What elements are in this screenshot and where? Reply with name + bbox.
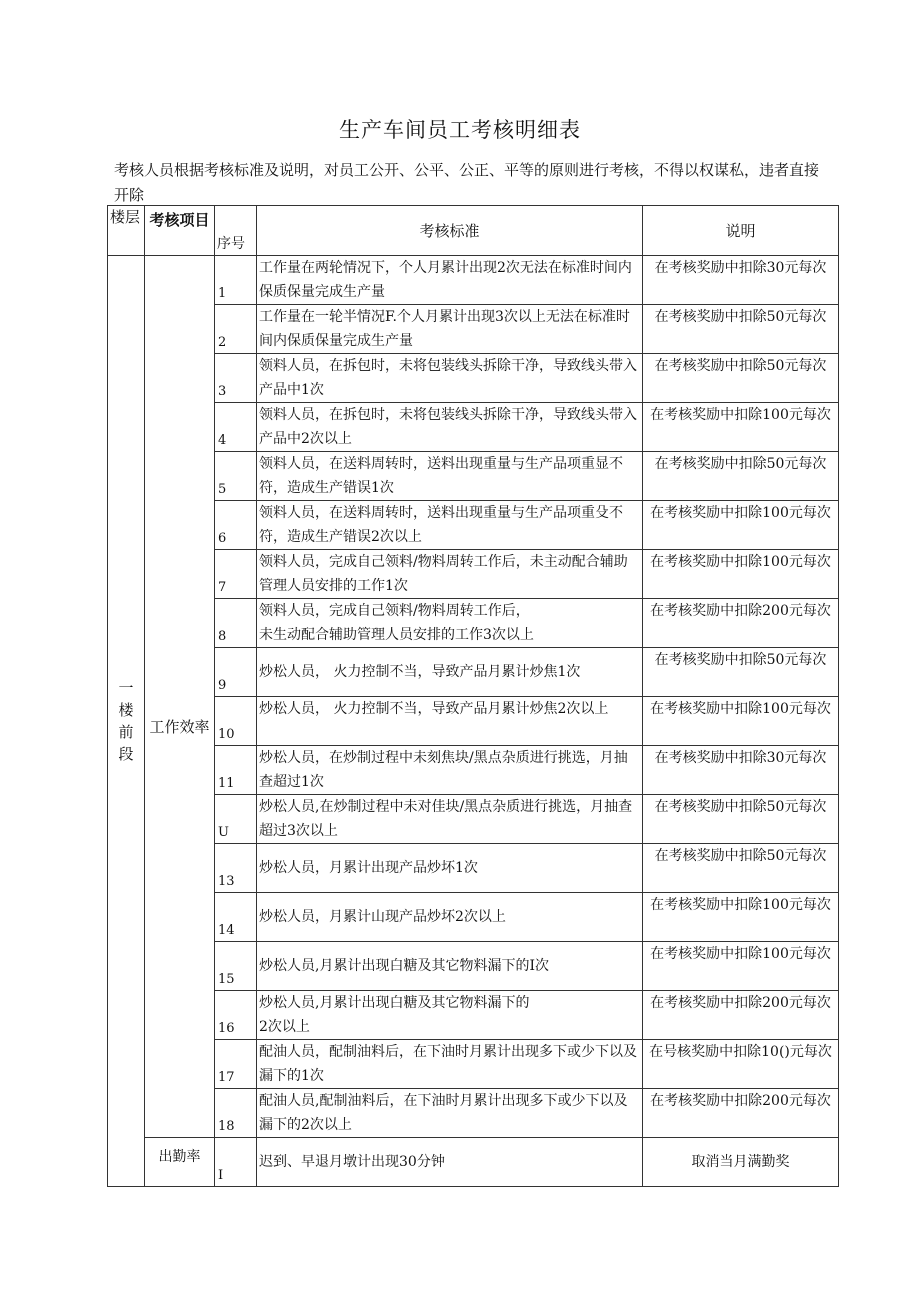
table-row: [108, 256, 839, 305]
row-note: 在考核奖励中扣除50元每次: [643, 648, 839, 697]
row-note: 在考核奖励中扣除100元每次: [643, 403, 839, 452]
category-attendance: 出勤率: [145, 1138, 215, 1187]
row-standard: 工作量在一轮半情况F.个人月累计出现3次以上无法在标准时间内保质保量完成生产量: [257, 305, 643, 354]
table-row: [108, 648, 839, 697]
row-standard: 工作量在两轮情况下，个人月累计出现2次无法在标准时间内保质保量完成生产量: [257, 256, 643, 305]
table-row: [108, 452, 839, 501]
category-work-efficiency: [145, 256, 215, 1138]
row-number: 18: [215, 1089, 257, 1138]
header-row: [108, 206, 839, 256]
row-standard: 炒松人员,月累计出现白糖及其它物料漏下的 2次以上: [257, 991, 643, 1040]
row-standard: 领料人员，完成自己领料/物料周转工作后， 未生动配合辅助管理人员安排的工作3次以上: [257, 599, 643, 648]
table-row: [108, 746, 839, 795]
table-row: [108, 501, 839, 550]
row-number: 2: [215, 305, 257, 354]
row-number: 4: [215, 403, 257, 452]
row-standard: 迟到、早退月墩计出现30分钟: [257, 1138, 643, 1187]
row-note: 在考核奖励中扣除30元每次: [643, 746, 839, 795]
row-note: 在考核奖励中扣除200元每次: [643, 599, 839, 648]
floor-cell: [108, 256, 145, 1187]
row-standard: 炒松人员，在炒制过程中未刻焦块/黑点杂质进行挑选，月抽查超过1次: [257, 746, 643, 795]
row-standard: 炒松人员，月累计出现产品炒坏1次: [257, 844, 643, 893]
row-note: 取消当月满勤奖: [643, 1138, 839, 1187]
row-standard: 配油人员,配制油料后，在下油时月累计出现多下或少下以及漏下的2次以上: [257, 1089, 643, 1138]
row-note: 在考核奖励中扣除30元每次: [643, 256, 839, 305]
row-note: 在号核奖励中扣除10()元每次: [643, 1040, 839, 1089]
table-row: [108, 1040, 839, 1089]
floor-label: 一楼前段: [118, 679, 134, 763]
table-row: [108, 697, 839, 746]
row-number: 17: [215, 1040, 257, 1089]
intro-paragraph: 考核人员根据考核标准及说明，对员工公开、公平、公正、平等的原则进行考核，不得以权谋私，违者直接开除: [114, 161, 820, 204]
row-number: 7: [215, 550, 257, 599]
document-title: 生产车间员工考核明细表: [339, 118, 581, 142]
row-note: 在考核奖励中扣除100元每次: [643, 893, 839, 942]
row-standard: 炒松人员， 火力控制不当，导致产品月累计炒焦2次以上: [257, 697, 643, 746]
row-standard: 配油人员，配制油料后，在下油时月累计出现多下或少下以及漏下的1次: [257, 1040, 643, 1089]
header-note: 说明: [643, 206, 839, 256]
table-row: [108, 991, 839, 1040]
row-note: 在考核奖励中扣除50元每次: [643, 795, 839, 844]
header-standard: 考核标准: [257, 206, 643, 256]
row-standard: 炒松人员,月累计出现白糖及其它物料漏下的I次: [257, 942, 643, 991]
row-standard: 领料人员，在送料周转时，送料出现重量与生产品项重殳不符，造成生产错误2次以上: [257, 501, 643, 550]
row-standard: 领料人员，在拆包时，未将包装线头拆除干净，导致线头带入产品中1次: [257, 354, 643, 403]
row-number: 16: [215, 991, 257, 1040]
row-number: 14: [215, 893, 257, 942]
table-row: [108, 893, 839, 942]
row-number: 15: [215, 942, 257, 991]
row-number: 6: [215, 501, 257, 550]
table-row: [108, 795, 839, 844]
assessment-table: [107, 205, 839, 1187]
row-standard: 炒松人员，月累计山现产品炒坏2次以上: [257, 893, 643, 942]
row-standard: 领料人员，完成自己领料/物料周转工作后，未主动配合辅助管理人员安排的工作1次: [257, 550, 643, 599]
row-standard: 炒松人员， 火力控制不当，导致产品月累计炒焦1次: [257, 648, 643, 697]
header-item: 考核项目: [145, 206, 215, 256]
row-standard: 领料人员，在拆包时，未将包装线头拆除干净，导致线头带入产品中2次以上: [257, 403, 643, 452]
table-row: [108, 403, 839, 452]
row-note: 在考核奖励中扣除100元每次: [643, 550, 839, 599]
row-number: 13: [215, 844, 257, 893]
table-row: [108, 942, 839, 991]
table-row: [108, 844, 839, 893]
row-note: 在考核奖励中扣除50元每次: [643, 844, 839, 893]
header-floor: 楼层: [108, 206, 145, 256]
row-note: 在考核奖励中扣除200元每次: [643, 991, 839, 1040]
table-row: [108, 1089, 839, 1138]
table-row: [108, 550, 839, 599]
row-note: 在考核奖励中扣除100元每次: [643, 942, 839, 991]
row-note: 在考核奖励中扣除50元每次: [643, 354, 839, 403]
table-row-attendance: [108, 1138, 839, 1187]
table-row: [108, 354, 839, 403]
row-number: 9: [215, 648, 257, 697]
row-note: 在考核奖励中扣除100元每次: [643, 697, 839, 746]
table-row: [108, 599, 839, 648]
row-note: 在考核奖励中扣除100元每次: [643, 501, 839, 550]
row-number: I: [215, 1138, 257, 1187]
row-standard: 炒松人员,在炒制过程中未对佳块/黑点杂质进行挑选，月抽查超过3次以上: [257, 795, 643, 844]
table-row: [108, 305, 839, 354]
row-number: 8: [215, 599, 257, 648]
row-number: 11: [215, 746, 257, 795]
header-no: 序号: [215, 206, 257, 256]
row-number: 1: [215, 256, 257, 305]
row-standard: 领料人员，在送料周转时，送料出现重量与生产品项重显不符，造成生产错误1次: [257, 452, 643, 501]
row-note: 在考核奖励中扣除50元每次: [643, 305, 839, 354]
row-number: 10: [215, 697, 257, 746]
row-number: U: [215, 795, 257, 844]
category-label: 工作效率: [149, 717, 210, 736]
row-number: 5: [215, 452, 257, 501]
row-note: 在考核奖励中扣除50元每次: [643, 452, 839, 501]
row-note: 在考核奖励中扣除200元每次: [643, 1089, 839, 1138]
row-number: 3: [215, 354, 257, 403]
